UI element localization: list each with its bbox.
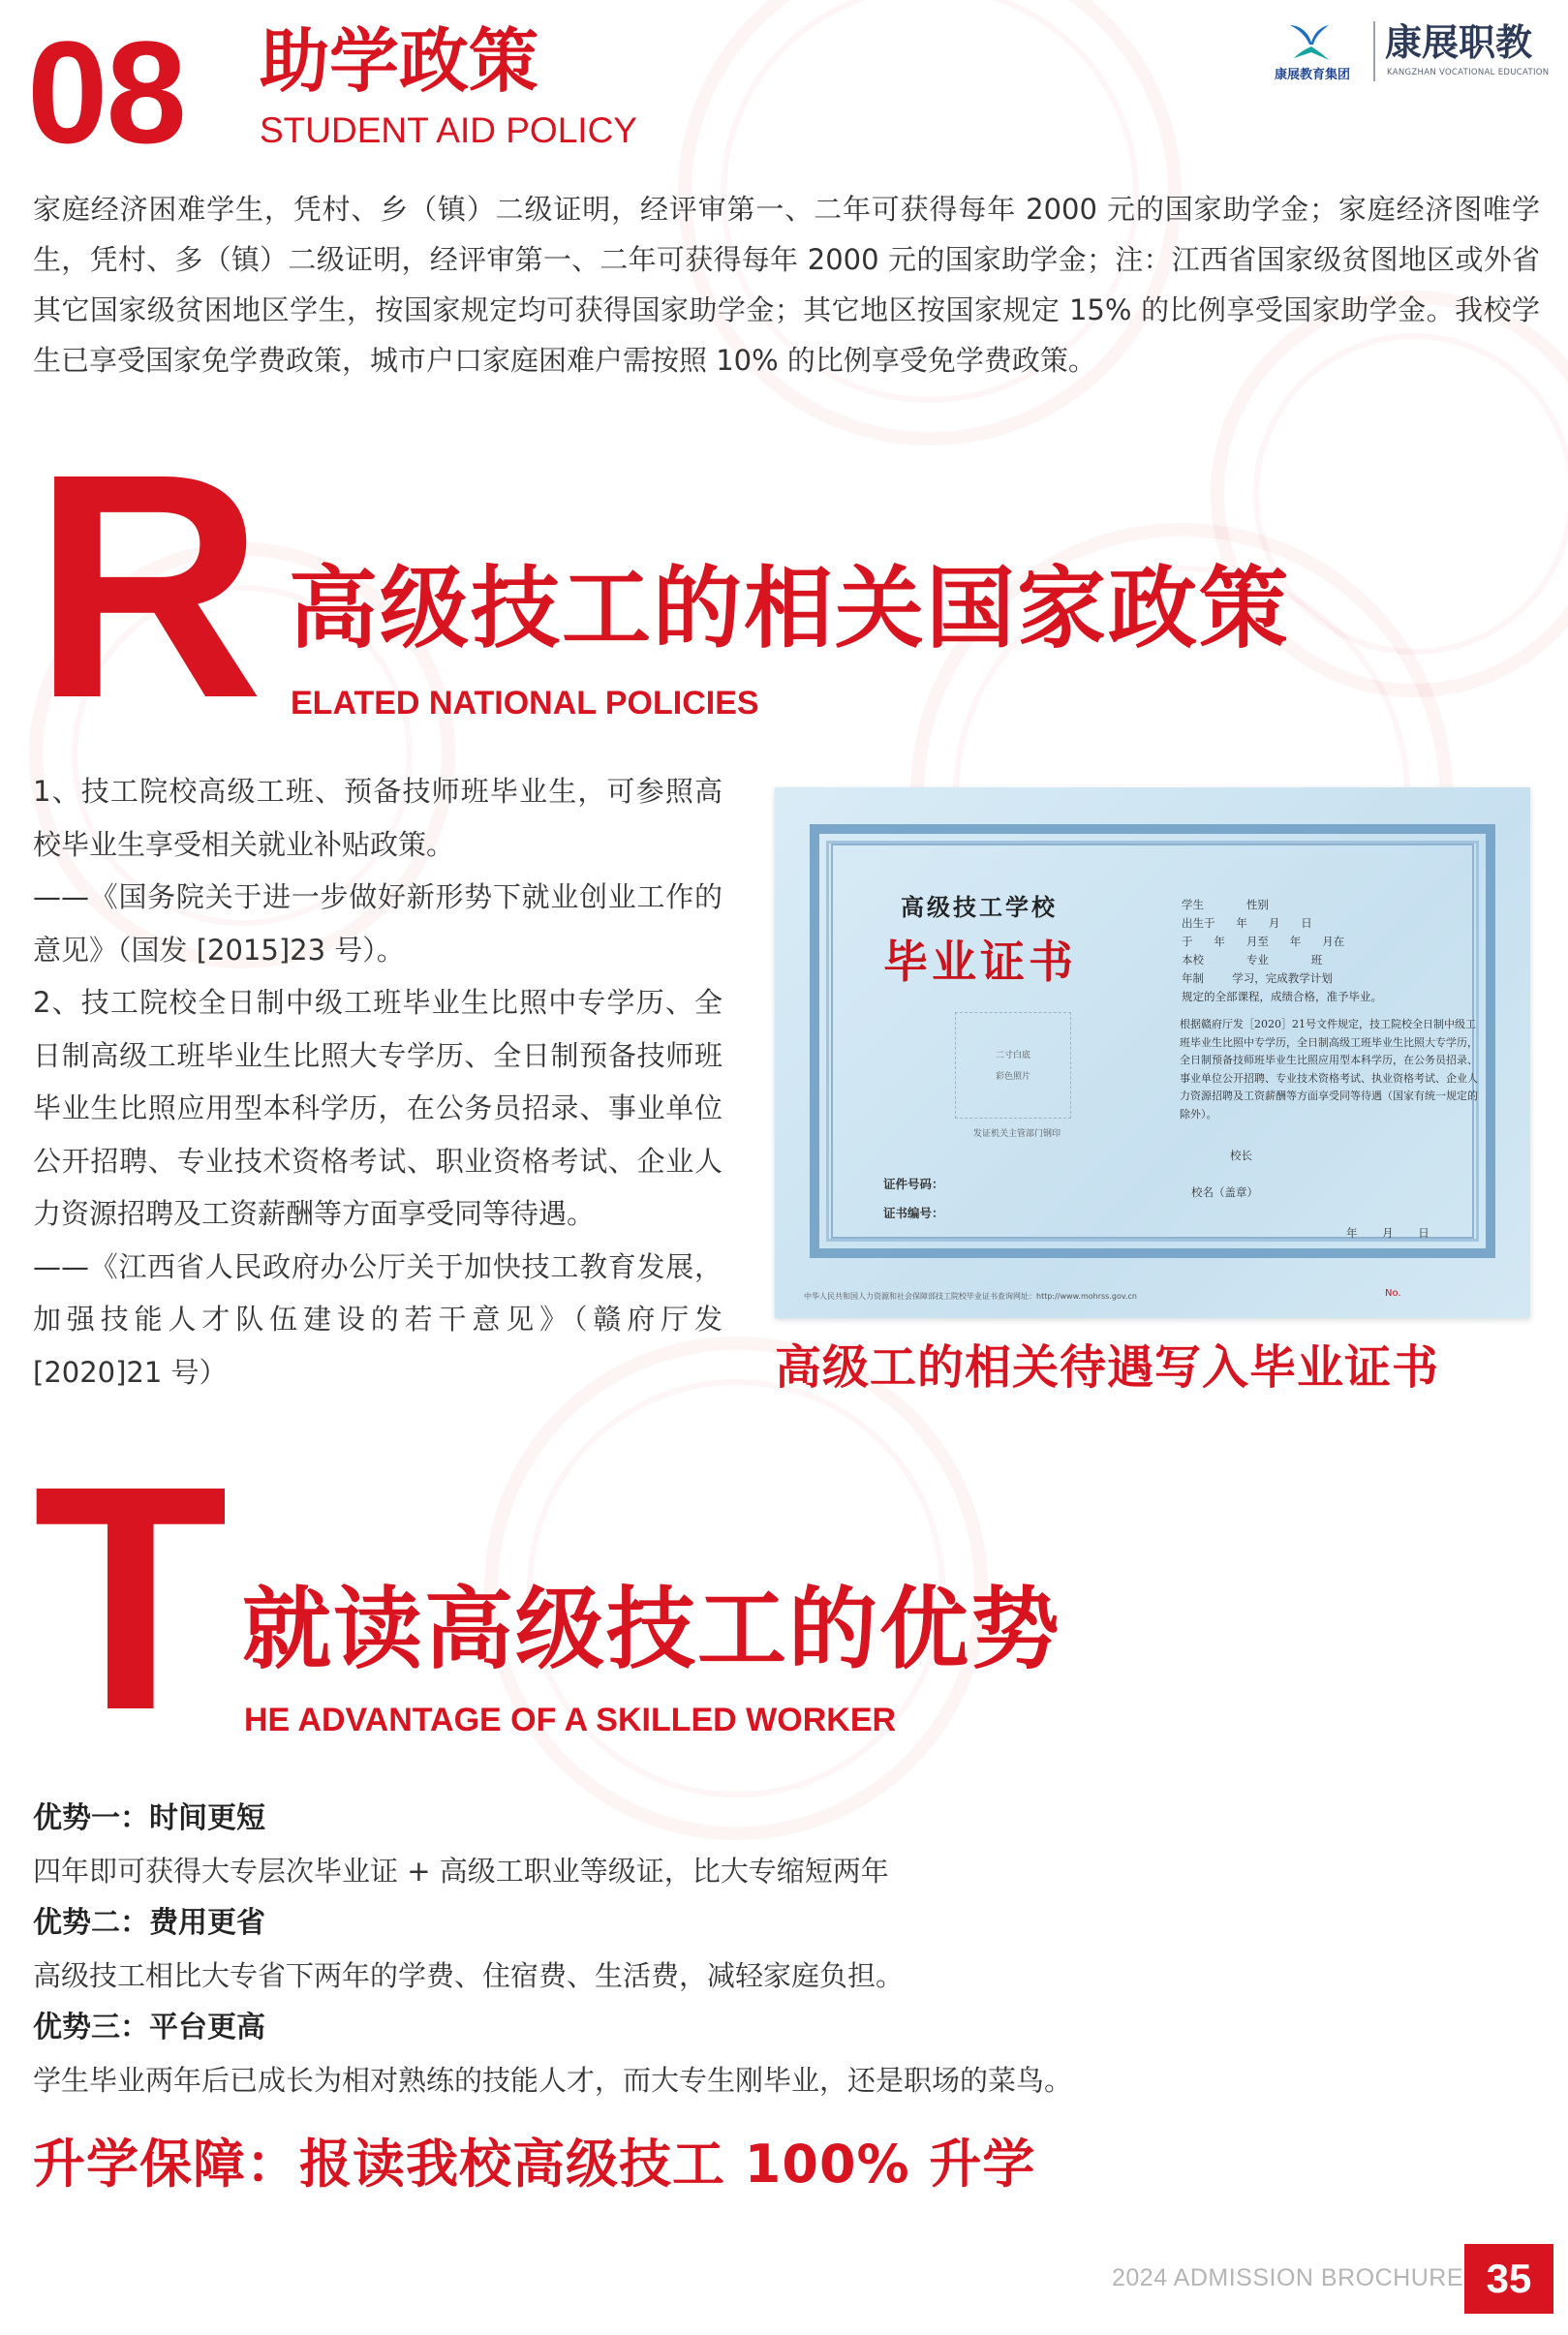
advantages-title: 就读高级技工的优势 xyxy=(242,1578,1062,1681)
certificate-title: 毕业证书 xyxy=(883,936,1077,988)
certificate-photo-placeholder xyxy=(955,1012,1071,1119)
logo-brand-name: 康展职教 xyxy=(1385,21,1533,64)
section-initial-letter: R xyxy=(33,407,264,764)
national-policies-text xyxy=(33,765,723,1398)
national-policies-title: 高级技工的相关国家政策 xyxy=(289,557,1291,661)
section-initial-letter: T xyxy=(33,1419,229,1776)
advantage-text: 四年即可获得大专层次毕业证 + 高级工职业等级证，比大专缩短两年 xyxy=(33,1855,889,1888)
advantage-heading: 优势一：时间更短 xyxy=(33,1801,265,1835)
certificate-footer: 中华人民共和国人力资源和社会保障部技工院校毕业证书查询网址：http://www.mohrss.gov.cn xyxy=(804,1292,1137,1301)
advantage-text: 高级技工相比大专省下两年的学费、住宿费、生活费，减轻家庭负担。 xyxy=(33,1959,905,1992)
certificate-fields: 学生 性别 出生于 年 月 日 于 年 月至 年 月在 本校 专业 班 年制 学习，完成教学计划 规定的全部课程，成绩合格，准予毕业。 xyxy=(1182,898,1382,1003)
brand-logo xyxy=(1259,19,1550,87)
policy-citation: ——《国务院关于进一步做好新形势下就业创业工作的意见》（国发 [2015]23 号）。 xyxy=(33,880,723,967)
certificate-seal-note: 发证机关主管部门钢印 xyxy=(972,1129,1061,1139)
advantage-text: 学生毕业两年后已成长为相对熟练的技能人才，而大专生刚毕业，还是职场的菜鸟。 xyxy=(33,2064,1073,2097)
certificate-body-text: 根据赣府厅发［2020］21号文件规定，技工院校全日制中级工班毕业生比照中专学历，全日制高级工班毕业生比照大专学历，全日制预备技师班毕业生比照应用型本科学历，在公务员招录、事业单位公开招聘、专业技术资格考试、执业资格考试、企业人力资源招聘及工资薪酬等方面享受同等待遇（国家有统一规定的除外）。 xyxy=(1180,1018,1478,1121)
section-subtitle: STUDENT AID POLICY xyxy=(260,110,637,150)
aid-policy-text: 家庭经济困难学生，凭村、乡（镇）二级证明，经评审第一、二年可获得每年 2000 元的国家助学金；家庭经济图唯学生，凭村、多（镇）二级证明，经评审第一、二年可获得每年 2000 元的国家助学金；注：江西省国家级贫图地区或外省其它国家级贫困地区学生，按国家规定均可获得国家助学金；其它地区按国家规定 15% 的比例享受国家助学金。我校学生已享受国家免学费政策，城市户口家庭困难户需按照 10% 的比例享受免学费政策。 xyxy=(33,193,1540,377)
photo-label: 彩色照片 xyxy=(995,1072,1030,1082)
national-policies-subtitle: ELATED NATIONAL POLICIES xyxy=(291,685,759,722)
certificate-id-number: 证件号码： xyxy=(883,1177,944,1191)
footer-brochure-label: 2024 ADMISSION BROCHURE xyxy=(1112,2264,1463,2291)
certificate-date: 年 月 日 xyxy=(1346,1226,1430,1240)
certificate-caption: 高级工的相关待遇写入毕业证书 xyxy=(775,1340,1440,1395)
certificate-school-seal: 校名（盖章） xyxy=(1191,1185,1258,1199)
graduation-certificate-image xyxy=(775,787,1530,1318)
certificate-serial: 证书编号： xyxy=(883,1206,944,1220)
page-number: 35 xyxy=(1464,2244,1553,2314)
policy-line: 1、技工院校高级工班、预备技师班毕业生，可参照高校毕业生享受相关就业补贴政策。 xyxy=(33,775,723,861)
logo-brand-english: KANGZHAN VOCATIONAL EDUCATION xyxy=(1387,68,1550,77)
advantages-subtitle: HE ADVANTAGE OF A SKILLED WORKER xyxy=(244,1702,897,1738)
certificate-no-mark: No. xyxy=(1385,1288,1401,1299)
kangzhan-logo-icon xyxy=(1288,21,1331,62)
policy-citation: ——《江西省人民政府办公厅关于加快技工教育发展，加强技能人才队伍建设的若干意见》（赣府厅发 [2020]21 号） xyxy=(33,1249,723,1389)
policy-line: 2、技工院校全日制中级工班毕业生比照中专学历、全日制高级工班毕业生比照大专学历、全日制预备技师班毕业生比照应用型本科学历，在公务员招录、事业单位公开招聘、专业技术资格考试、职业资格考试、企业人力资源招聘及工资薪酬等方面享受同等待遇。 xyxy=(33,986,723,1230)
section-title: 助学政策 xyxy=(260,20,539,102)
logo-divider xyxy=(1373,21,1375,81)
certificate-school: 高级技工学校 xyxy=(901,893,1058,921)
advantage-heading: 优势二：费用更省 xyxy=(33,1906,265,1940)
advantage-heading: 优势三：平台更高 xyxy=(33,2011,265,2044)
certificate-principal: 校长 xyxy=(1230,1149,1252,1162)
admission-guarantee: 升学保障：报读我校高级技工 100% 升学 xyxy=(33,2134,1036,2195)
logo-group-name: 康展教育集团 xyxy=(1274,68,1350,82)
section-number: 08 xyxy=(27,11,185,173)
photo-label: 二寸白底 xyxy=(995,1051,1030,1060)
